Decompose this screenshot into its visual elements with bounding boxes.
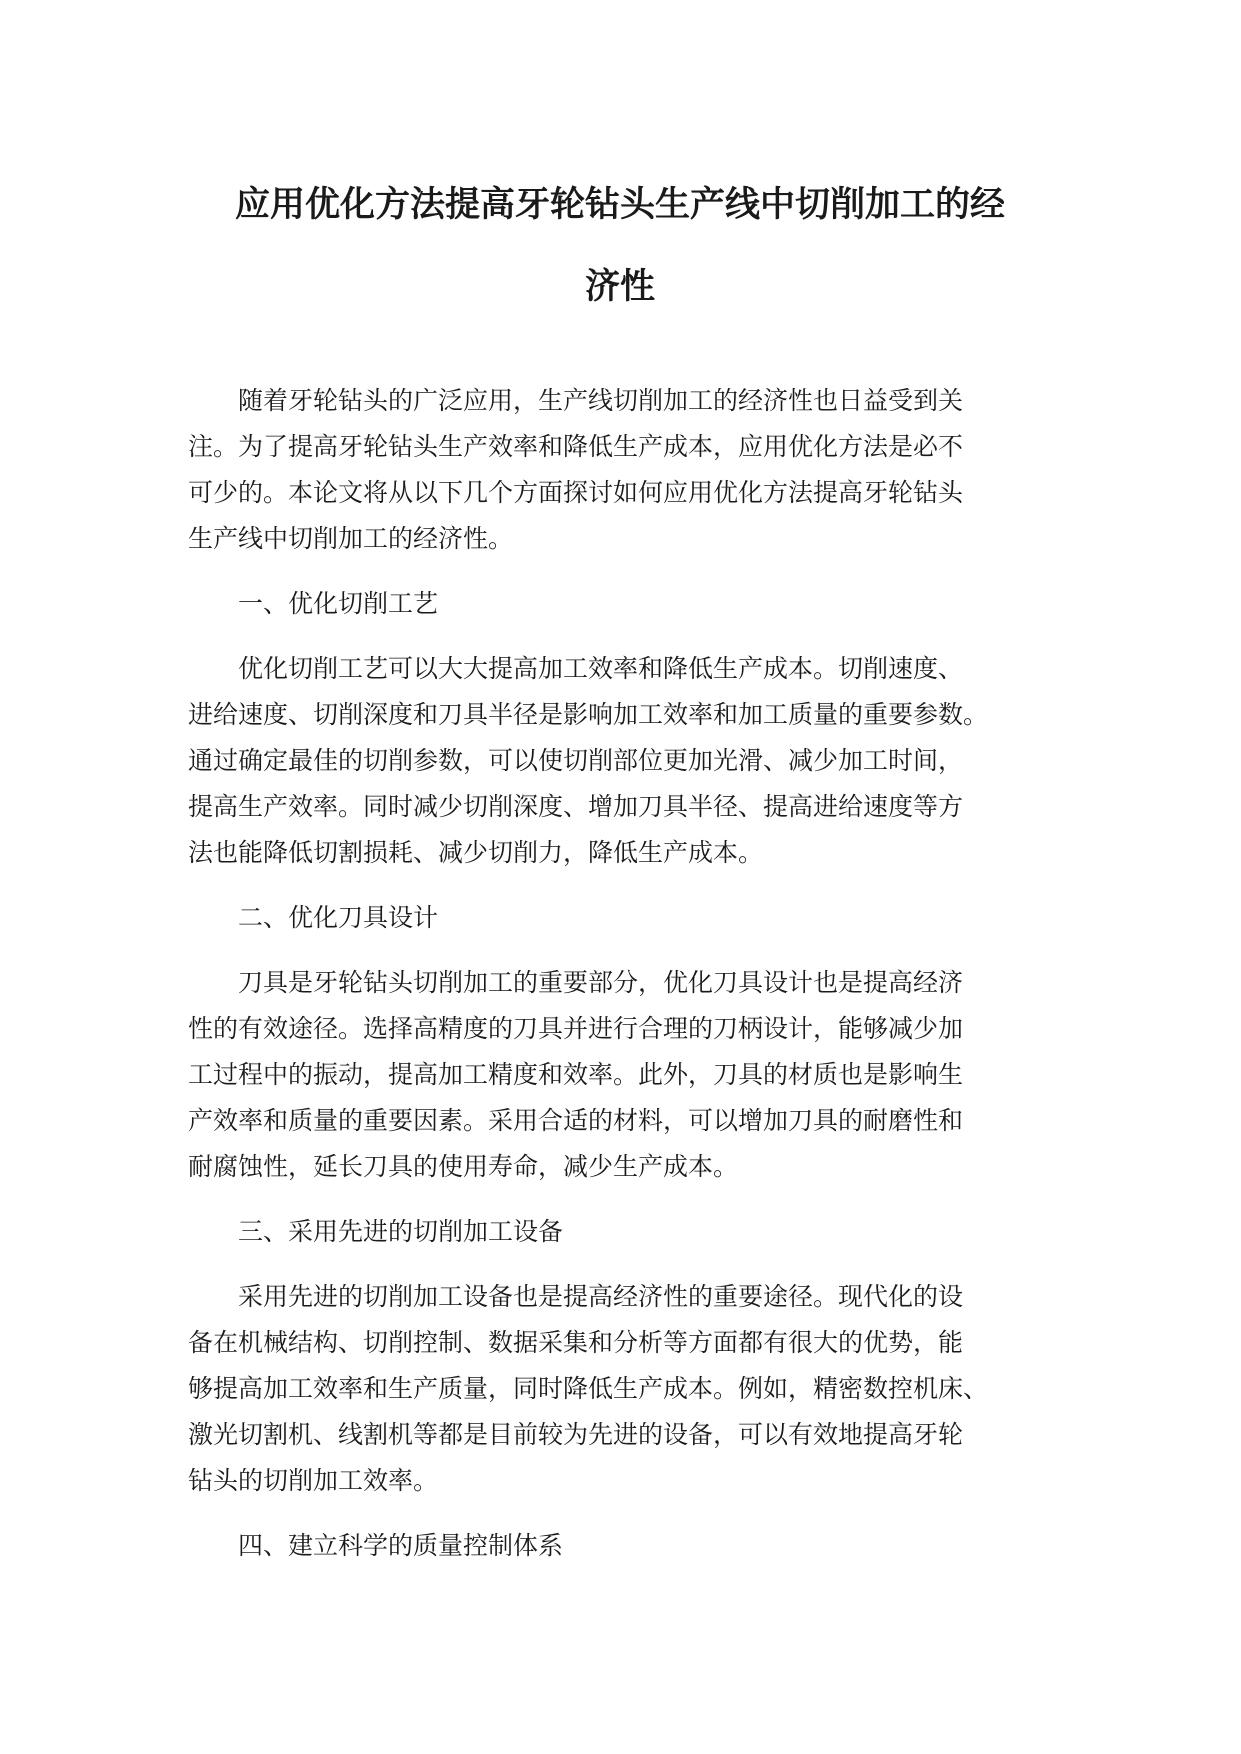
paragraph-line: 采用先进的切削加工设备也是提高经济性的重要途径。现代化的设 (238, 1282, 964, 1311)
paragraph-line: 生产线中切削加工的经济性。 (188, 524, 514, 553)
paragraph-line: 通过确定最佳的切削参数，可以使切削部位更加光滑、减少加工时间， (188, 746, 964, 775)
paragraph-line: 刀具是牙轮钻头切削加工的重要部分，优化刀具设计也是提高经济 (238, 968, 964, 997)
paragraph-line: 够提高加工效率和生产质量，同时降低生产成本。例如，精密数控机床、 (188, 1374, 989, 1403)
paragraph-line: 提高生产效率。同时减少切削深度、增加刀具半径、提高进给速度等方 (188, 792, 964, 821)
section-paragraph-2 (188, 960, 1068, 1190)
section-paragraph-3 (188, 1274, 1068, 1504)
paragraph-line: 备在机械结构、切削控制、数据采集和分析等方面都有很大的优势，能 (188, 1328, 964, 1357)
paragraph-line: 随着牙轮钻头的广泛应用，生产线切削加工的经济性也日益受到关 (238, 386, 964, 415)
paragraph-line: 产效率和质量的重要因素。采用合适的材料，可以增加刀具的耐磨性和 (188, 1106, 964, 1135)
document-title-line-2: 济性 (584, 267, 655, 307)
paragraph-line: 耐腐蚀性，延长刀具的使用寿命，减少生产成本。 (188, 1152, 739, 1181)
section-heading-2: 二、优化刀具设计 (238, 903, 439, 932)
document-title-line-1: 应用优化方法提高牙轮钻头生产线中切削加工的经 (234, 185, 1005, 225)
document-body (188, 378, 1068, 1588)
paragraph-line: 优化切削工艺可以大大提高加工效率和降低生产成本。切削速度、 (238, 654, 964, 683)
paragraph-line: 注。为了提高牙轮钻头生产效率和降低生产成本，应用优化方法是必不 (188, 432, 964, 461)
section-heading-1: 一、优化切削工艺 (238, 589, 439, 618)
paragraph-line: 可少的。本论文将从以下几个方面探讨如何应用优化方法提高牙轮钻头 (188, 478, 964, 507)
section-paragraph-1 (188, 646, 1068, 876)
intro-paragraph (188, 378, 1068, 562)
section-heading-4: 四、建立科学的质量控制体系 (238, 1531, 564, 1560)
paragraph-line: 钻头的切削加工效率。 (188, 1466, 439, 1495)
section-heading-3: 三、采用先进的切削加工设备 (238, 1217, 564, 1246)
paragraph-line: 工过程中的振动，提高加工精度和效率。此外，刀具的材质也是影响生 (188, 1060, 964, 1089)
paragraph-line: 进给速度、切削深度和刀具半径是影响加工效率和加工质量的重要参数。 (188, 700, 989, 729)
paragraph-line: 性的有效途径。选择高精度的刀具并进行合理的刀柄设计，能够减少加 (188, 1014, 964, 1043)
paragraph-line: 激光切割机、线割机等都是目前较为先进的设备，可以有效地提高牙轮 (188, 1420, 964, 1449)
paragraph-line: 法也能降低切割损耗、减少切削力，降低生产成本。 (188, 838, 764, 867)
